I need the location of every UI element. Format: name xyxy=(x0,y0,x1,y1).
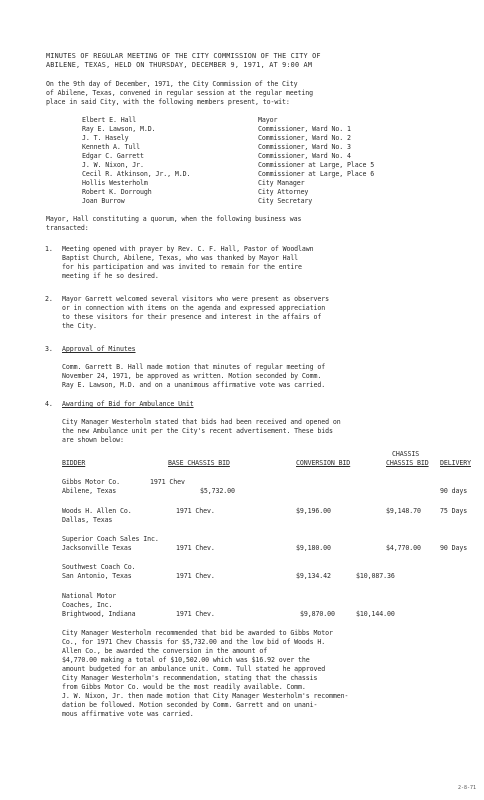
attendee-name: Elbert E. Hall xyxy=(82,116,137,124)
closing-line: mous affirmative vote was carried. xyxy=(62,710,194,718)
closing-line: City Manager Westerholm's recommendation, stating that the chassis xyxy=(62,674,318,682)
table-header: BASE CHASSIS BID xyxy=(168,459,230,467)
closing-line: Allen Co., be awarded the conversion in the amount of xyxy=(62,647,268,655)
closing-line: from Gibbs Motor Co. would be the most readily available. Comm. xyxy=(62,683,306,691)
attendee-title: Commissioner, Ward No. 2 xyxy=(258,134,351,142)
bidder-line: Abilene, Texas xyxy=(62,487,117,495)
attendee-title: City Manager xyxy=(258,179,305,187)
attendee-title: Commissioner, Ward No. 1 xyxy=(258,125,351,133)
item-text-line: to these visitors for their presence and interest in the affairs of xyxy=(62,313,322,321)
bid-delivery: 90 days xyxy=(440,487,468,495)
quorum-line-1: Mayor, Hall constituting a quorum, when the following business was xyxy=(46,215,302,223)
item-text-line: Meeting opened with prayer by Rev. C. F. Hall, Pastor of Woodlawn xyxy=(62,245,314,253)
intro-line-2: of Abilene, Texas, convened in regular session at the regular meeting xyxy=(46,89,314,97)
attendee-title: Commissioner, Ward No. 4 xyxy=(258,152,351,160)
closing-line: $4,770.00 making a total of $10,502.00 which was $16.92 over the xyxy=(62,656,310,664)
item-heading: Awarding of Bid for Ambulance Unit xyxy=(62,400,194,408)
table-header: CHASSIS BID xyxy=(386,459,429,467)
bid-chassis: $10,144.00 xyxy=(356,610,395,618)
bidder-line: Jacksonville Texas xyxy=(62,544,132,552)
bidder-line: National Motor xyxy=(62,592,117,600)
item-text-line: Baptist Church, Abilene, Texas, who was thanked by Mayor Hall xyxy=(62,254,299,262)
closing-line: dation be followed. Motion seconded by Comm. Garrett and on unani- xyxy=(62,701,318,709)
bid-model: 1971 Chev xyxy=(150,478,185,486)
page-footnote: 2-8-71 xyxy=(458,785,477,791)
item-text-line: or in connection with items on the agenda and expressed appreciation xyxy=(62,304,326,312)
minutes-heading-line-1: MINUTES OF REGULAR MEETING OF THE CITY COMMISSION OF THE CITY OF xyxy=(46,52,321,60)
quorum-line-2: transacted: xyxy=(46,224,89,232)
attendee-title: City Attorney xyxy=(258,188,309,196)
item-text-line: the City. xyxy=(62,322,97,330)
closing-line: City Manager Westerholm recommended that bid be awarded to Gibbs Motor xyxy=(62,629,333,637)
attendee-name: Edgar C. Garrett xyxy=(82,152,144,160)
attendee-title: City Secretary xyxy=(258,197,313,205)
attendee-title: Commissioner, Ward No. 3 xyxy=(258,143,351,151)
table-header: BIDDER xyxy=(62,459,86,467)
item-text-line: November 24, 1971, be approved as written. Motion seconded by Comm. xyxy=(62,372,322,380)
item-heading: Approval of Minutes xyxy=(62,345,136,353)
item-text-line: Comm. Garrett B. Hall made motion that minutes of regular meeting of xyxy=(62,363,326,371)
bidder-line: Gibbs Motor Co. xyxy=(62,478,121,486)
attendee-name: Joan Burrow xyxy=(82,197,125,205)
bid-conversion: $9,870.00 xyxy=(300,610,335,618)
item-text-line: Ray E. Lawson, M.D. and on a unanimous affirmative vote was carried. xyxy=(62,381,326,389)
item-number: 4. xyxy=(45,400,53,408)
bid-model: 1971 Chev. xyxy=(176,610,215,618)
attendee-title: Commissioner at Large, Place 6 xyxy=(258,170,375,178)
item-text-line: the new Ambulance unit per the City's recent advertisement. These bids xyxy=(62,427,333,435)
item-text-line: City Manager Westerholm stated that bids had been received and opened on xyxy=(62,418,341,426)
closing-line: Co., for 1971 Chev Chassis for $5,732.00 and the low bid of Woods H. xyxy=(62,638,326,646)
bid-model: 1971 Chev. xyxy=(176,572,215,580)
bid-chassis: $10,087.36 xyxy=(356,572,395,580)
bidder-line: Coaches, Inc. xyxy=(62,601,113,609)
attendee-name: Robert K. Dorrough xyxy=(82,188,152,196)
bidder-line: Brightwood, Indiana xyxy=(62,610,136,618)
item-number: 3. xyxy=(45,345,53,353)
bid-base: $9,180.00 xyxy=(296,544,331,552)
bid-base: $5,732.00 xyxy=(200,487,235,495)
closing-line: J. W. Nixon, Jr. then made motion that City Manager Westerholm's recommen- xyxy=(62,692,349,700)
intro-line-1: On the 9th day of December, 1971, the City Commission of the City xyxy=(46,80,298,88)
attendee-title: Mayor xyxy=(258,116,278,124)
item-text-line: are shown below: xyxy=(62,436,124,444)
table-header: CONVERSION BID xyxy=(296,459,351,467)
attendee-name: J. W. Nixon, Jr. xyxy=(82,161,144,169)
bid-model: 1971 Chev. xyxy=(176,544,215,552)
minutes-heading-line-2: ABILENE, TEXAS, HELD ON THURSDAY, DECEMBER 9, 1971, AT 9:00 AM xyxy=(46,61,313,69)
bidder-line: Woods H. Allen Co. xyxy=(62,507,132,515)
intro-line-3: place in said City, with the following members present, to-wit: xyxy=(46,98,290,106)
attendee-name: J. T. Hasely xyxy=(82,134,129,142)
attendee-name: Kenneth A. Tull xyxy=(82,143,141,151)
item-text-line: Mayor Garrett welcomed several visitors who were present as observers xyxy=(62,295,330,303)
attendee-name: Cecil R. Atkinson, Jr., M.D. xyxy=(82,170,191,178)
closing-line: amount budgeted for an ambulance unit. Comm. Tull stated he approved xyxy=(62,665,326,673)
table-header-over: CHASSIS xyxy=(392,450,420,458)
table-header: DELIVERY xyxy=(440,459,471,467)
bid-conversion: $9,196.00 xyxy=(296,507,331,515)
item-number: 2. xyxy=(45,295,53,303)
bid-model: 1971 Chev. xyxy=(176,507,215,515)
bid-chassis: $4,770.00 xyxy=(386,544,421,552)
bid-conversion: $9,134.42 xyxy=(296,572,331,580)
item-text-line: meeting if he so desired. xyxy=(62,272,159,280)
attendee-name: Ray E. Lawson, M.D. xyxy=(82,125,156,133)
attendee-name: Hollis Westerholm xyxy=(82,179,148,187)
item-number: 1. xyxy=(45,245,53,253)
bidder-line: Superior Coach Sales Inc. xyxy=(62,535,159,543)
bidder-line: San Antonio, Texas xyxy=(62,572,132,580)
item-text-line: for his participation and was invited to remain for the entire xyxy=(62,263,302,271)
attendee-title: Commissioner at Large, Place 5 xyxy=(258,161,375,169)
bidder-line: Southwest Coach Co. xyxy=(62,563,136,571)
bid-chassis: $9,148.70 xyxy=(386,507,421,515)
bid-delivery: 75 Days xyxy=(440,507,468,515)
bid-delivery: 90 Days xyxy=(440,544,468,552)
bidder-line: Dallas, Texas xyxy=(62,516,113,524)
